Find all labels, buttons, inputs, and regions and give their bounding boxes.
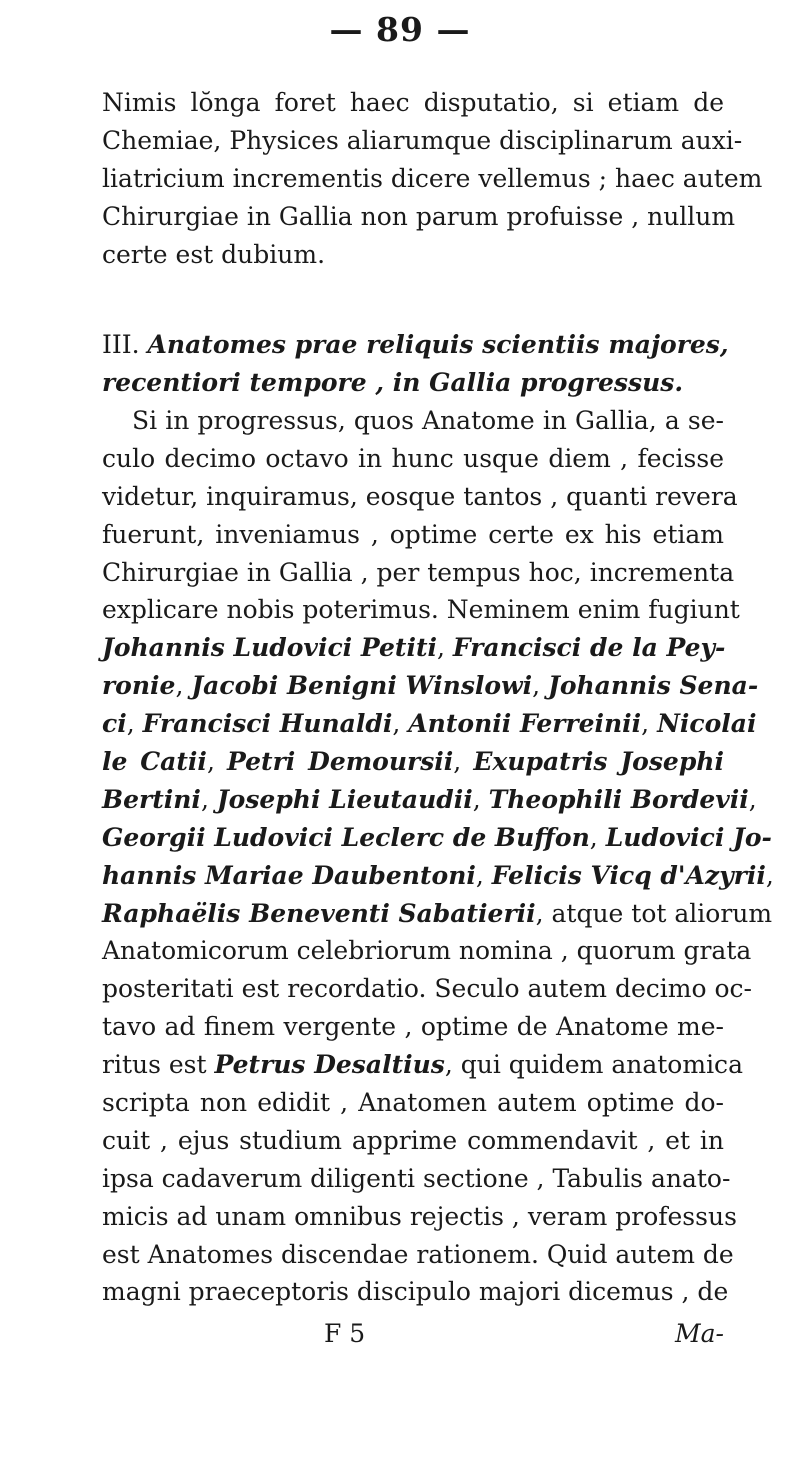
name-winslow: Jacobi Benigni Winslowi	[191, 671, 533, 701]
punct: ,	[475, 860, 484, 890]
name-buffon: Georgii Ludovici Leclerc de Buffon	[102, 822, 590, 852]
catchword: Ma-	[675, 1319, 724, 1348]
name-senac: Johannis Sena-	[548, 671, 759, 701]
text-run: , atque tot aliorum	[535, 898, 773, 928]
text-line: videtur, inquiramus, eosque tantos , quanti revera	[102, 481, 738, 511]
name-vicq-dazyr: Felicis Vicq d'Azyrii	[491, 860, 766, 890]
name-daubenton: Ludovici Jo-	[605, 822, 772, 852]
heading-title: Anatomes prae reliquis scientiis majores,	[147, 330, 729, 359]
name-daubenton-end: hannis Mariae Daubentoni	[102, 860, 476, 890]
name-lecat: le Catii	[102, 747, 207, 777]
text-line	[102, 781, 757, 819]
punct: ,	[641, 709, 650, 739]
name-desault: Petrus Desaltius	[214, 1050, 445, 1080]
text-run: , qui quidem anatomica	[444, 1050, 743, 1080]
punct: ,	[453, 747, 462, 777]
name-exupere: Exupatris Josephi	[473, 747, 724, 777]
text-line: liatricium incrementis dicere vellemus ; haec autem	[102, 163, 763, 193]
name-lieutaud: Josephi Lieutaudii	[216, 784, 473, 814]
text-line: Chemiae, Physices aliarumque disciplinarum auxi-	[102, 125, 743, 155]
punct: ,	[589, 822, 598, 852]
text-line: Anatomicorum celebriorum nomina , quorum grata	[102, 936, 752, 966]
text-line: ipsa cadaverum diligenti sectione , Tabulis anato-	[102, 1163, 731, 1193]
text-line: Nimis lŏnga foret haec disputatio, si etiam de	[102, 88, 724, 117]
punct: ,	[437, 633, 445, 663]
punct: ,	[748, 784, 757, 814]
text-line	[102, 629, 724, 667]
punct: ,	[200, 784, 209, 814]
text-line: magni praeceptoris discipulo majori dicemus , de	[102, 1277, 729, 1307]
text-line: explicare nobis poterimus. Neminem enim fugiunt	[102, 595, 740, 625]
text-line: certe est dubium.	[102, 239, 326, 269]
text-line: tavo ad finem vergente , optime de Anatome me-	[102, 1012, 724, 1042]
signature-mark: F 5	[324, 1319, 366, 1348]
name-bertin: Bertini	[102, 784, 201, 814]
punct: ,	[126, 709, 135, 739]
name-ferrein: Antonii Ferreinii	[408, 709, 642, 739]
text-line: est Anatomes discendae rationem. Quid autem de	[102, 1239, 734, 1269]
name-demours: Petri Demoursii	[227, 747, 454, 777]
paragraph-chemiae	[102, 84, 763, 273]
text-line: scripta non edidit , Anatomen autem optime do-	[102, 1088, 724, 1118]
name-hunauld: Francisci Hunaldi	[142, 709, 393, 739]
section-number: III.	[102, 330, 140, 359]
name-senac-end: ci	[102, 709, 127, 739]
name-petit: Johannis Ludovici Petiti	[102, 633, 437, 663]
text-line: posteritati est recordatio. Seculo autem decimo oc-	[102, 974, 752, 1004]
punct: ,	[765, 860, 774, 890]
page-number: — 89 —	[329, 10, 471, 49]
punct: ,	[175, 671, 184, 701]
heading-line	[102, 326, 729, 364]
text-line: Chirurgiae in Gallia , per tempus hoc, incrementa	[102, 557, 735, 587]
text-line	[102, 895, 773, 933]
text-line: Si in progressus, quos Anatome in Gallia, a se-	[132, 406, 724, 435]
text-line	[102, 667, 759, 705]
text-line: fuerunt, inveniamus , optime certe ex his etiam	[102, 519, 724, 549]
text-run: ritus est	[102, 1050, 207, 1080]
text-line	[102, 743, 724, 781]
punct: ,	[532, 671, 541, 701]
page-footer	[102, 1315, 724, 1353]
punct: ,	[392, 709, 401, 739]
text-line	[102, 857, 774, 895]
text-line: cuit , ejus studium apprime commendavit , et in	[102, 1125, 724, 1155]
text-line	[102, 705, 757, 743]
paragraph-anatome	[102, 402, 774, 1311]
name-nicolai: Nicolai	[657, 709, 757, 739]
text-line: culo decimo octavo in hunc usque diem , fecisse	[102, 443, 724, 473]
name-peyronie-end: ronie	[102, 671, 176, 701]
punct: ,	[206, 747, 215, 777]
name-sabatier: Raphaëlis Beneventi Sabatierii	[102, 898, 536, 928]
punct: ,	[472, 784, 481, 814]
name-bordeu: Theophili Bordevii	[488, 784, 749, 814]
text-line: Chirurgiae in Gallia non parum profuisse , nullum	[102, 201, 736, 231]
text-line: micis ad unam omnibus rejectis , veram professus	[102, 1201, 737, 1231]
text-line	[102, 1046, 743, 1084]
heading-line: recentiori tempore , in Gallia progressus.	[102, 367, 684, 397]
text-line	[102, 819, 772, 857]
name-peyronie: Francisci de la Pey-	[452, 633, 726, 663]
section-heading	[102, 326, 729, 402]
